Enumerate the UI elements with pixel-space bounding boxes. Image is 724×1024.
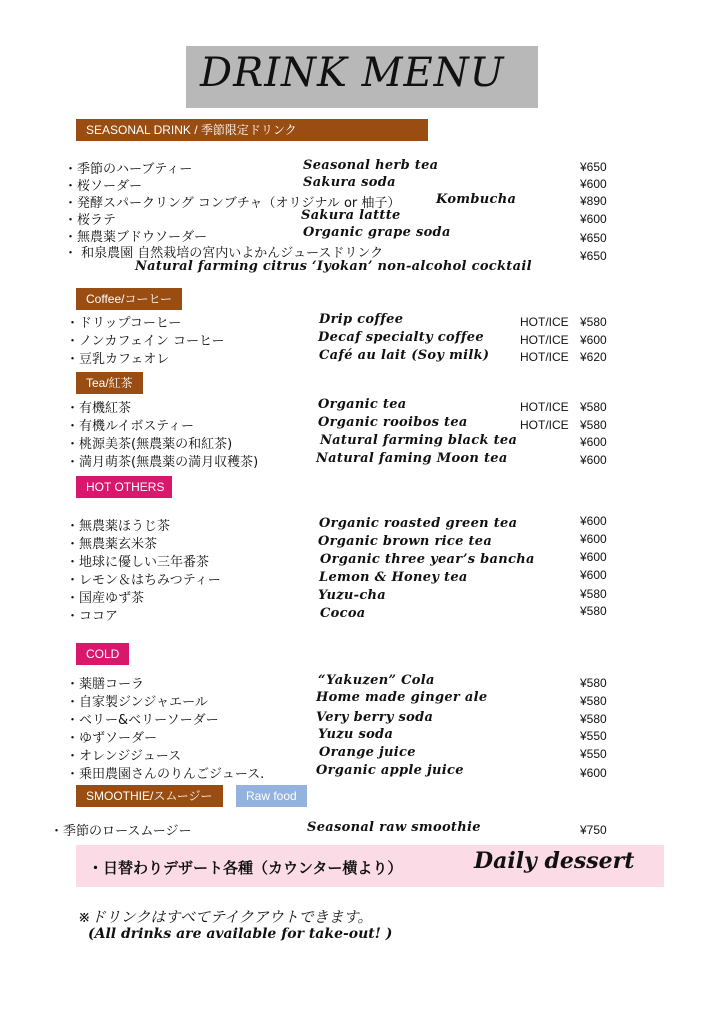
item-name-en: Orange juice: [319, 745, 416, 760]
item-name-en: Organic brown rice tea: [318, 534, 493, 549]
page-title: DRINK MENU: [200, 50, 505, 96]
item-name-jp: ・ベリー&ベリーソーダー: [66, 713, 219, 728]
item-price: ¥600: [580, 514, 607, 528]
temperature-tag: HOT/ICE: [520, 350, 569, 364]
item-name-jp: ・ノンカフェイン コーヒー: [66, 334, 225, 349]
item-name-en: Yuzu-cha: [318, 588, 387, 603]
item-price: ¥600: [580, 333, 607, 347]
item-price: ¥600: [580, 766, 607, 780]
item-name-en: Natural farming citrus ‘Iyokan’ non-alcohol cocktail: [135, 259, 532, 274]
item-name-en: Home made ginger ale: [316, 690, 488, 705]
item-price: ¥600: [580, 212, 607, 226]
item-name-en: Cocoa: [320, 606, 366, 621]
item-name-jp: ・季節のロースムージー: [50, 824, 192, 839]
item-name-en: Lemon & Honey tea: [319, 570, 468, 585]
item-name-en: Drip coffee: [319, 312, 404, 327]
item-name-jp: ・ 和泉農園 自然栽培の宮内いよかんジュースドリンク: [64, 246, 384, 261]
item-name-jp: ・桃源美茶(無農薬の和紅茶): [66, 437, 233, 452]
item-name-en: Café au lait (Soy milk): [319, 348, 490, 363]
section-header-tea: Tea/紅茶: [76, 372, 143, 394]
item-price: ¥750: [580, 823, 607, 837]
temperature-tag: HOT/ICE: [520, 315, 569, 329]
item-price: ¥600: [580, 453, 607, 467]
item-name-en: Very berry soda: [316, 710, 434, 725]
item-name-jp: ・発酵スパークリング コンブチャ（オリジナル or 柚子）: [64, 196, 401, 211]
item-price: ¥650: [580, 231, 607, 245]
takeout-note-en: (All drinks are available for take-out! ): [88, 926, 393, 942]
item-name-jp: ・乗田農園さんのりんごジュース.: [66, 767, 265, 782]
item-name-jp: ・満月萌茶(無農薬の満月収穫茶): [66, 455, 259, 470]
temperature-tag: HOT/ICE: [520, 400, 569, 414]
item-name-jp: ・自家製ジンジャエール: [66, 695, 208, 710]
item-price: ¥620: [580, 350, 607, 364]
item-name-jp: ・薬膳コーラ: [66, 677, 145, 692]
temperature-tag: HOT/ICE: [520, 333, 569, 347]
item-name-jp: ・有機紅茶: [66, 401, 132, 416]
item-price: ¥580: [580, 676, 607, 690]
item-price: ¥550: [580, 729, 607, 743]
temperature-tag: HOT/ICE: [520, 418, 569, 432]
item-name-en: Decaf specialty coffee: [318, 330, 484, 345]
item-name-jp: ・レモン＆はちみつティー: [66, 573, 221, 588]
item-name-jp: ・桜ラテ: [64, 213, 117, 228]
item-name-jp: ・無農薬ブドウソーダー: [64, 230, 208, 245]
item-price: ¥580: [580, 315, 607, 329]
item-price: ¥600: [580, 550, 607, 564]
item-name-en: Yuzu soda: [318, 727, 394, 742]
dessert-jp-label: ・日替わりデザート各種（カウンター横より）: [88, 859, 403, 877]
section-header-seasonal: SEASONAL DRINK / 季節限定ドリンク: [76, 119, 428, 141]
section-header-hot-others: HOT OTHERS: [76, 476, 172, 498]
item-name-en: Natural farming black tea: [320, 433, 518, 448]
item-name-jp: ・ゆずソーダー: [66, 731, 158, 746]
item-price: ¥580: [580, 400, 607, 414]
item-name-jp: ・オレンジジュース: [66, 749, 182, 764]
item-name-en: Sakura lattte: [301, 208, 401, 223]
item-name-jp: ・無農薬ほうじ茶: [66, 519, 171, 534]
item-price: ¥650: [580, 160, 607, 174]
item-price: ¥550: [580, 747, 607, 761]
item-name-jp: ・ココア: [66, 609, 119, 624]
item-price: ¥580: [580, 587, 607, 601]
item-name-jp: ・季節のハーブティー: [64, 162, 193, 177]
item-name-en: Organic rooibos tea: [318, 415, 468, 430]
item-name-jp: ・有機ルイボスティー: [66, 419, 195, 434]
item-price: ¥600: [580, 435, 607, 449]
item-name-en: Sakura soda: [303, 175, 396, 190]
section-header-cold: COLD: [76, 643, 129, 665]
section-header-smoothie: SMOOTHIE/スムージー: [76, 785, 223, 807]
item-price: ¥600: [580, 568, 607, 582]
item-name-en: Organic three year’s bancha: [320, 552, 535, 567]
item-name-en: Seasonal raw smoothie: [307, 820, 481, 835]
item-name-en: Organic apple juice: [316, 763, 464, 778]
dessert-en-label: Daily dessert: [474, 848, 635, 874]
takeout-note-jp: ※ドリンクはすべてテイクアウトできます。: [78, 908, 373, 926]
item-name-en: Natural faming Moon tea: [316, 451, 508, 466]
item-price: ¥650: [580, 249, 607, 263]
item-name-en: Organic roasted green tea: [319, 516, 518, 531]
item-name-en: Organic tea: [318, 397, 407, 412]
item-price: ¥580: [580, 418, 607, 432]
item-name-jp: ・無農薬玄米茶: [66, 537, 158, 552]
item-name-en: Seasonal herb tea: [303, 158, 439, 173]
section-header-coffee: Coffee/コーヒー: [76, 288, 182, 310]
item-price: ¥600: [580, 177, 607, 191]
item-name-jp: ・国産ゆず茶: [66, 591, 145, 606]
item-name-jp: ・桜ソーダー: [64, 179, 143, 194]
item-price: ¥580: [580, 604, 607, 618]
item-price: ¥600: [580, 532, 607, 546]
item-name-en: “Yakuzen” Cola: [318, 673, 435, 688]
item-price: ¥580: [580, 694, 607, 708]
item-price: ¥890: [580, 194, 607, 208]
item-name-en: Organic grape soda: [303, 225, 451, 240]
item-name-jp: ・豆乳カフェオレ: [66, 352, 170, 367]
item-name-jp: ・地球に優しい三年番茶: [66, 555, 210, 570]
raw-food-badge: Raw food: [236, 785, 307, 807]
item-name-jp: ・ドリップコーヒー: [66, 316, 182, 331]
item-price: ¥580: [580, 712, 607, 726]
item-name-en: Kombucha: [436, 192, 517, 207]
